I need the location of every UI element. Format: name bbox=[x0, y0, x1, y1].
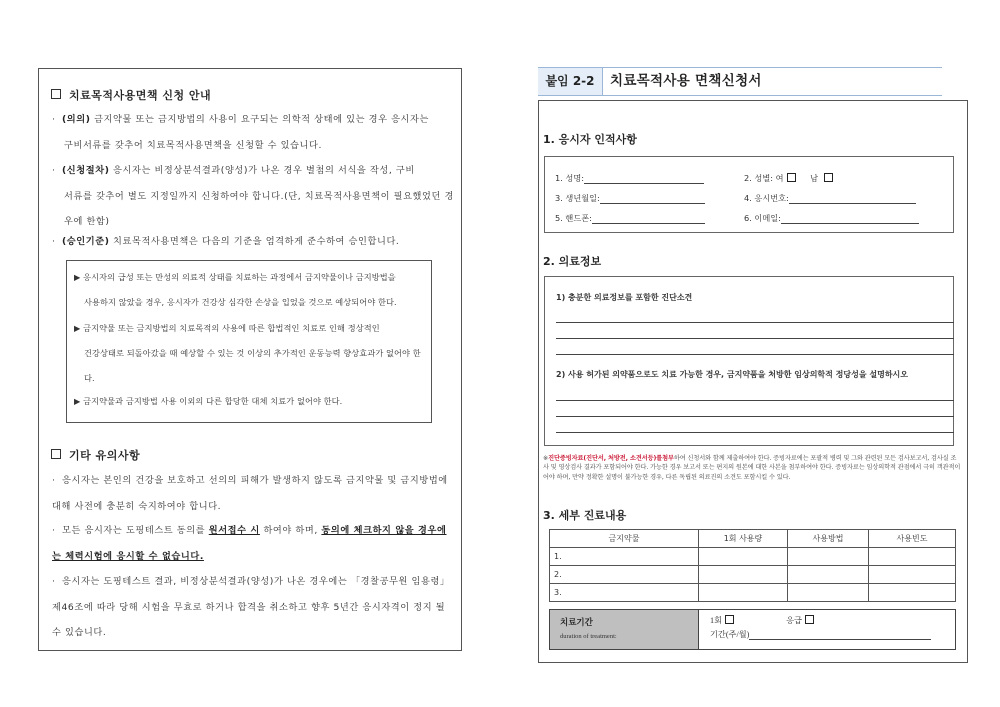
note-text: 하여야 하며, bbox=[259, 525, 322, 536]
item-text-cont: 구비서류를 갖추어 치료목적사용면책을 신청할 수 있습니다. bbox=[64, 139, 322, 151]
note-item-2 bbox=[52, 518, 454, 569]
approval-criteria-box bbox=[66, 260, 432, 423]
table-row bbox=[550, 584, 956, 602]
phone-field[interactable] bbox=[555, 213, 705, 224]
criterion-1 bbox=[74, 265, 424, 315]
item-label: (승인기준) bbox=[62, 236, 110, 247]
note-text: 응시자는 도핑테스트 결과, 비정상분석결과(양성)가 나온 경우에는 「경찰공무원 임용령」 제46조에 따라 당해 시험을 무효로 하거나 합격을 취소하고 향후 5년간 응시자격이 정지 될 수 있습니다. bbox=[52, 576, 450, 638]
table-cell[interactable] bbox=[788, 548, 869, 566]
item-label: (의의) bbox=[62, 114, 91, 125]
period-label: 기간(주/월) bbox=[710, 630, 750, 639]
guide-item-procedure bbox=[52, 158, 454, 235]
table-cell[interactable] bbox=[869, 584, 956, 602]
section-title-text: 기타 유의사항 bbox=[69, 449, 141, 462]
male-checkbox[interactable] bbox=[824, 173, 833, 182]
attachment-tag: 붙임 2-2 bbox=[538, 68, 603, 95]
table-cell[interactable] bbox=[699, 548, 788, 566]
gender-field bbox=[744, 173, 833, 184]
square-bullet-icon bbox=[51, 89, 61, 99]
once-checkbox[interactable] bbox=[725, 615, 734, 624]
note-mark: ※ bbox=[543, 455, 549, 462]
medical-question-2: 2) 사용 허가된 의약품으로도 치료 가능한 경우, 금지약품을 처방한 임상의학적 정당성을 설명하시오 bbox=[556, 370, 909, 379]
answer-line-6[interactable] bbox=[556, 432, 954, 433]
note-underlined: 원서접수 시 bbox=[208, 525, 260, 536]
answer-line-4[interactable] bbox=[556, 400, 954, 401]
bullet-dot-icon: · bbox=[52, 165, 56, 176]
section-title-notes bbox=[51, 447, 140, 463]
criterion-3 bbox=[74, 389, 424, 414]
answer-line-5[interactable] bbox=[556, 416, 954, 417]
answer-line-2[interactable] bbox=[556, 338, 954, 339]
bullet-dot-icon: · bbox=[52, 576, 56, 587]
bullet-dot-icon: · bbox=[52, 114, 56, 125]
field-label: 4. 응시번호: bbox=[744, 193, 789, 203]
note-text: 모든 응시자는 도핑테스트 동의를 bbox=[62, 525, 209, 536]
square-bullet-icon bbox=[51, 449, 61, 459]
emergency-label: 응급 bbox=[786, 616, 802, 625]
col-header: 사용방법 bbox=[788, 530, 869, 548]
table-row bbox=[550, 566, 956, 584]
duration-label-en: duration of treatment: bbox=[560, 633, 617, 640]
section-title-applicant: 1. 응시자 인적사항 bbox=[543, 133, 637, 146]
bullet-dot-icon: · bbox=[52, 525, 56, 536]
application-form bbox=[538, 100, 968, 663]
supporting-documents-note bbox=[543, 454, 961, 482]
table-cell[interactable] bbox=[788, 584, 869, 602]
form-title: 치료목적사용 면책신청서 bbox=[610, 73, 762, 89]
note-highlight: 진단증빙자료(진단서, 처방전, 소견서등)를첨부 bbox=[548, 455, 674, 462]
email-input-line[interactable] bbox=[781, 214, 919, 224]
col-header: 사용빈도 bbox=[869, 530, 956, 548]
treatment-details-table bbox=[549, 529, 956, 602]
duration-label-cell bbox=[550, 610, 699, 649]
criterion-2 bbox=[74, 316, 424, 391]
female-checkbox[interactable] bbox=[787, 173, 796, 182]
note-item-3 bbox=[52, 569, 454, 646]
col-header: 1회 사용량 bbox=[699, 530, 788, 548]
medical-question-1: 1) 충분한 의료정보를 포함한 진단소견 bbox=[556, 293, 693, 302]
answer-line-3[interactable] bbox=[556, 354, 954, 355]
criterion-text-cont: 건강상태로 되돌아갔을 때 예상할 수 있는 것 이상의 추가적인 운동능력 향상효과가 없어야 한다. bbox=[84, 348, 421, 383]
field-label: 1. 성명: bbox=[555, 173, 584, 183]
phone-input-line[interactable] bbox=[592, 214, 705, 224]
item-text: 치료목적사용면책은 다음의 기준을 엄격하게 준수하여 승인합니다. bbox=[109, 236, 400, 247]
table-cell[interactable] bbox=[699, 584, 788, 602]
birthdate-field[interactable] bbox=[555, 193, 705, 204]
applicant-info-box bbox=[544, 156, 954, 233]
table-cell[interactable]: 2. bbox=[550, 566, 699, 584]
period-input-line[interactable] bbox=[749, 630, 931, 640]
form-header bbox=[538, 67, 942, 96]
field-label: 3. 생년월일: bbox=[555, 193, 600, 203]
email-field[interactable] bbox=[744, 213, 919, 224]
section-title-guide bbox=[51, 87, 211, 103]
item-label: (신청절차) bbox=[62, 165, 110, 176]
treatment-exemption-guide-box bbox=[38, 68, 462, 651]
table-cell[interactable] bbox=[699, 566, 788, 584]
table-cell[interactable]: 3. bbox=[550, 584, 699, 602]
col-header: 금지약물 bbox=[550, 530, 699, 548]
once-label: 1회 bbox=[710, 616, 723, 625]
guide-item-criteria bbox=[52, 229, 454, 255]
table-cell[interactable] bbox=[869, 548, 956, 566]
table-cell[interactable] bbox=[869, 566, 956, 584]
guide-item-meaning bbox=[52, 107, 454, 158]
table-row bbox=[550, 548, 956, 566]
criterion-text-cont: 사용하지 않았을 경우, 응시자가 건강상 심각한 손상을 입었을 것으로 예상되어야 한다. bbox=[84, 297, 397, 307]
note-text: 응시자는 본인의 건강을 보호하고 선의의 피해가 발생하지 않도록 금지약물 및 금지방법에 대해 사전에 충분히 숙지하여야 합니다. bbox=[52, 475, 448, 512]
duration-options bbox=[710, 615, 931, 640]
bullet-dot-icon: · bbox=[52, 236, 56, 247]
note-text: 하여 신청서와 함께 제출하여야 한다. 증빙자료에는 포괄적 병력 및 그와 관련된 모든 검사보고서, 검사실 조사 및 영상검사 결과가 포함되어야 한다. 가능한 경우 보고서 또는 편지의 원본에 대한 사본을 첨부하여야 한다. 증빙자료는 임상의학적 관점에서 극히 객관적이어야 하며, 만약 정확한 설명이 불가능한 경우, 다른 독립된 의료진의 소견도 포함시킬 수 있다. bbox=[543, 455, 961, 481]
note-underlined: 동의에 체크하지 않을 경우에는 체력시험에 응시할 수 없습니다. bbox=[52, 525, 447, 562]
criterion-text: ▶ 금지약물 또는 금지방법의 치료목적의 사용에 따른 합법적인 치료로 인해 정상적인 bbox=[74, 323, 380, 333]
section-title-text: 치료목적사용면책 신청 안내 bbox=[69, 89, 212, 102]
note-item-1 bbox=[52, 468, 454, 519]
exam-number-input-line[interactable] bbox=[789, 194, 916, 204]
bullet-dot-icon: · bbox=[52, 475, 56, 486]
emergency-checkbox[interactable] bbox=[805, 615, 814, 624]
birthdate-input-line[interactable] bbox=[600, 194, 705, 204]
section-title-treatment: 3. 세부 진료내용 bbox=[543, 509, 627, 522]
field-label: 남 bbox=[810, 173, 819, 183]
table-cell[interactable] bbox=[788, 566, 869, 584]
section-title-medical: 2. 의료정보 bbox=[543, 255, 602, 268]
medical-info-box bbox=[544, 276, 954, 446]
name-field[interactable] bbox=[555, 173, 704, 184]
treatment-duration-box bbox=[549, 609, 956, 650]
table-cell[interactable]: 1. bbox=[550, 548, 699, 566]
field-label: 6. 이메일: bbox=[744, 213, 781, 223]
answer-line-1[interactable] bbox=[556, 322, 954, 323]
duration-label-ko: 치료기간 bbox=[560, 618, 593, 628]
criterion-text: ▶ 응시자의 급성 또는 만성의 의료적 상태를 치료하는 과정에서 금지약물이나 금지방법을 bbox=[74, 272, 396, 282]
item-text: 금지약물 또는 금지방법의 사용이 요구되는 의학적 상태에 있는 경우 응시자는 bbox=[90, 114, 429, 125]
exam-number-field[interactable] bbox=[744, 193, 916, 204]
name-input-line[interactable] bbox=[584, 174, 704, 184]
field-label: 2. 성별: 여 bbox=[744, 173, 784, 183]
field-label: 5. 핸드폰: bbox=[555, 213, 592, 223]
item-text: 응시자는 비정상분석결과(양성)가 나온 경우 별첨의 서식을 작성, 구비 bbox=[109, 165, 415, 176]
criterion-text: ▶ 금지약물과 금지방법 사용 이외의 다른 합당한 대체 치료가 없어야 한다. bbox=[74, 396, 343, 406]
item-text-cont: 서류를 갖추어 별도 지정일까지 신청하여야 합니다.(단, 치료목적사용면책이 필요했었던 경우에 한함) bbox=[64, 190, 454, 227]
